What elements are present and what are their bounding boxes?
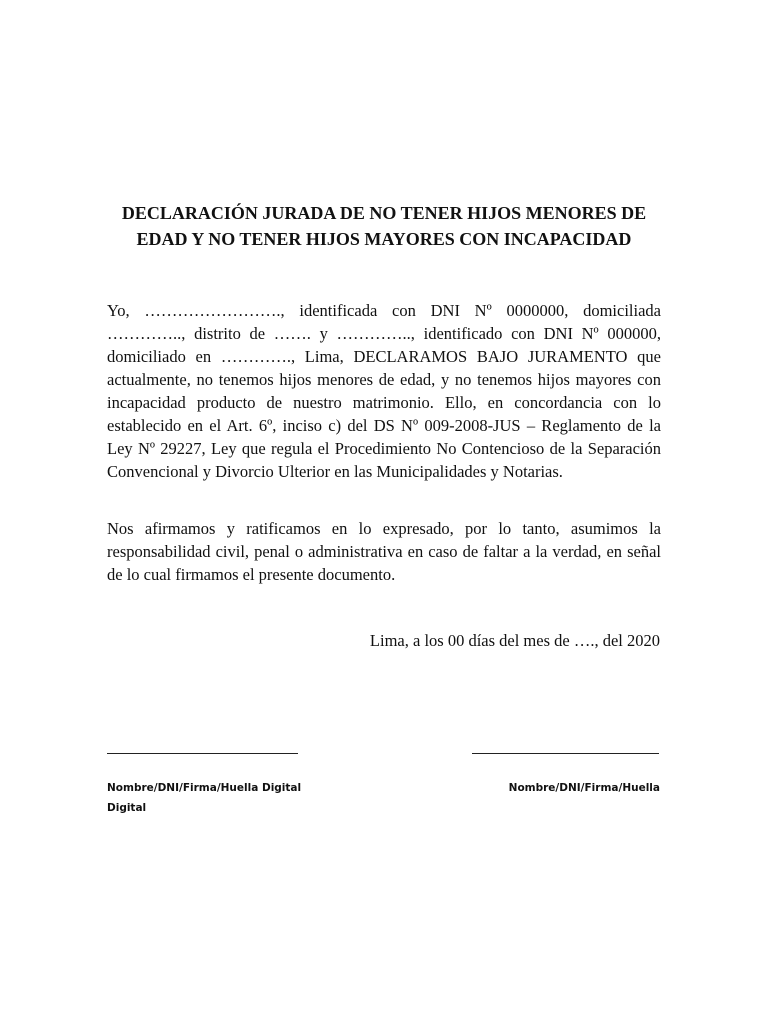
date-line: Lima, a los 00 días del mes de …., del 2020 [369, 631, 660, 650]
affirmation-paragraph: Nos afirmamos y ratificamos en lo expresado, por lo tanto, asumimos la responsabilidad civil, penal o administrativa en caso de faltar a la verdad, en señal de lo cual firmamos el presente documento. [107, 519, 661, 584]
title-line-2: EDAD Y NO TENER HIJOS MAYORES CON INCAPACIDAD [136, 229, 632, 249]
signature-label-left-line-1: Nombre/DNI/Firma/Huella Digital [107, 782, 302, 794]
signature-label-left-line-2: Digital [107, 802, 147, 814]
signature-line-left [107, 753, 298, 754]
declaration-paragraph: Yo, ……………………., identificada con DNI Nº 0000000, domiciliada ………….., distrito de ……. y ………….., identificado con DNI Nº 000000, domiciliado en …………., Lima, DECLARAMOS BAJO JURAMENTO que actualmente, no tenemos hijos menores de edad, y no tenemos hijos mayores con incapacidad producto de nuestro matrimonio. Ello, en concordancia con lo establecido en el Art. 6º, inciso c) del DS Nº 009-2008-JUS – Reglamento de la Ley Nº 29227, Ley que regula el Procedimiento No Contencioso de la Separación Convencional y Divorcio Ulterior en las Municipalidades y Notarias. [107, 301, 661, 481]
signature-label-right: Nombre/DNI/Firma/Huella [508, 782, 660, 794]
title-line-1: DECLARACIÓN JURADA DE NO TENER HIJOS MENORES DE [121, 203, 647, 223]
signature-line-right [472, 753, 659, 754]
document-title [100, 200, 668, 252]
signature-label-left [107, 778, 301, 818]
